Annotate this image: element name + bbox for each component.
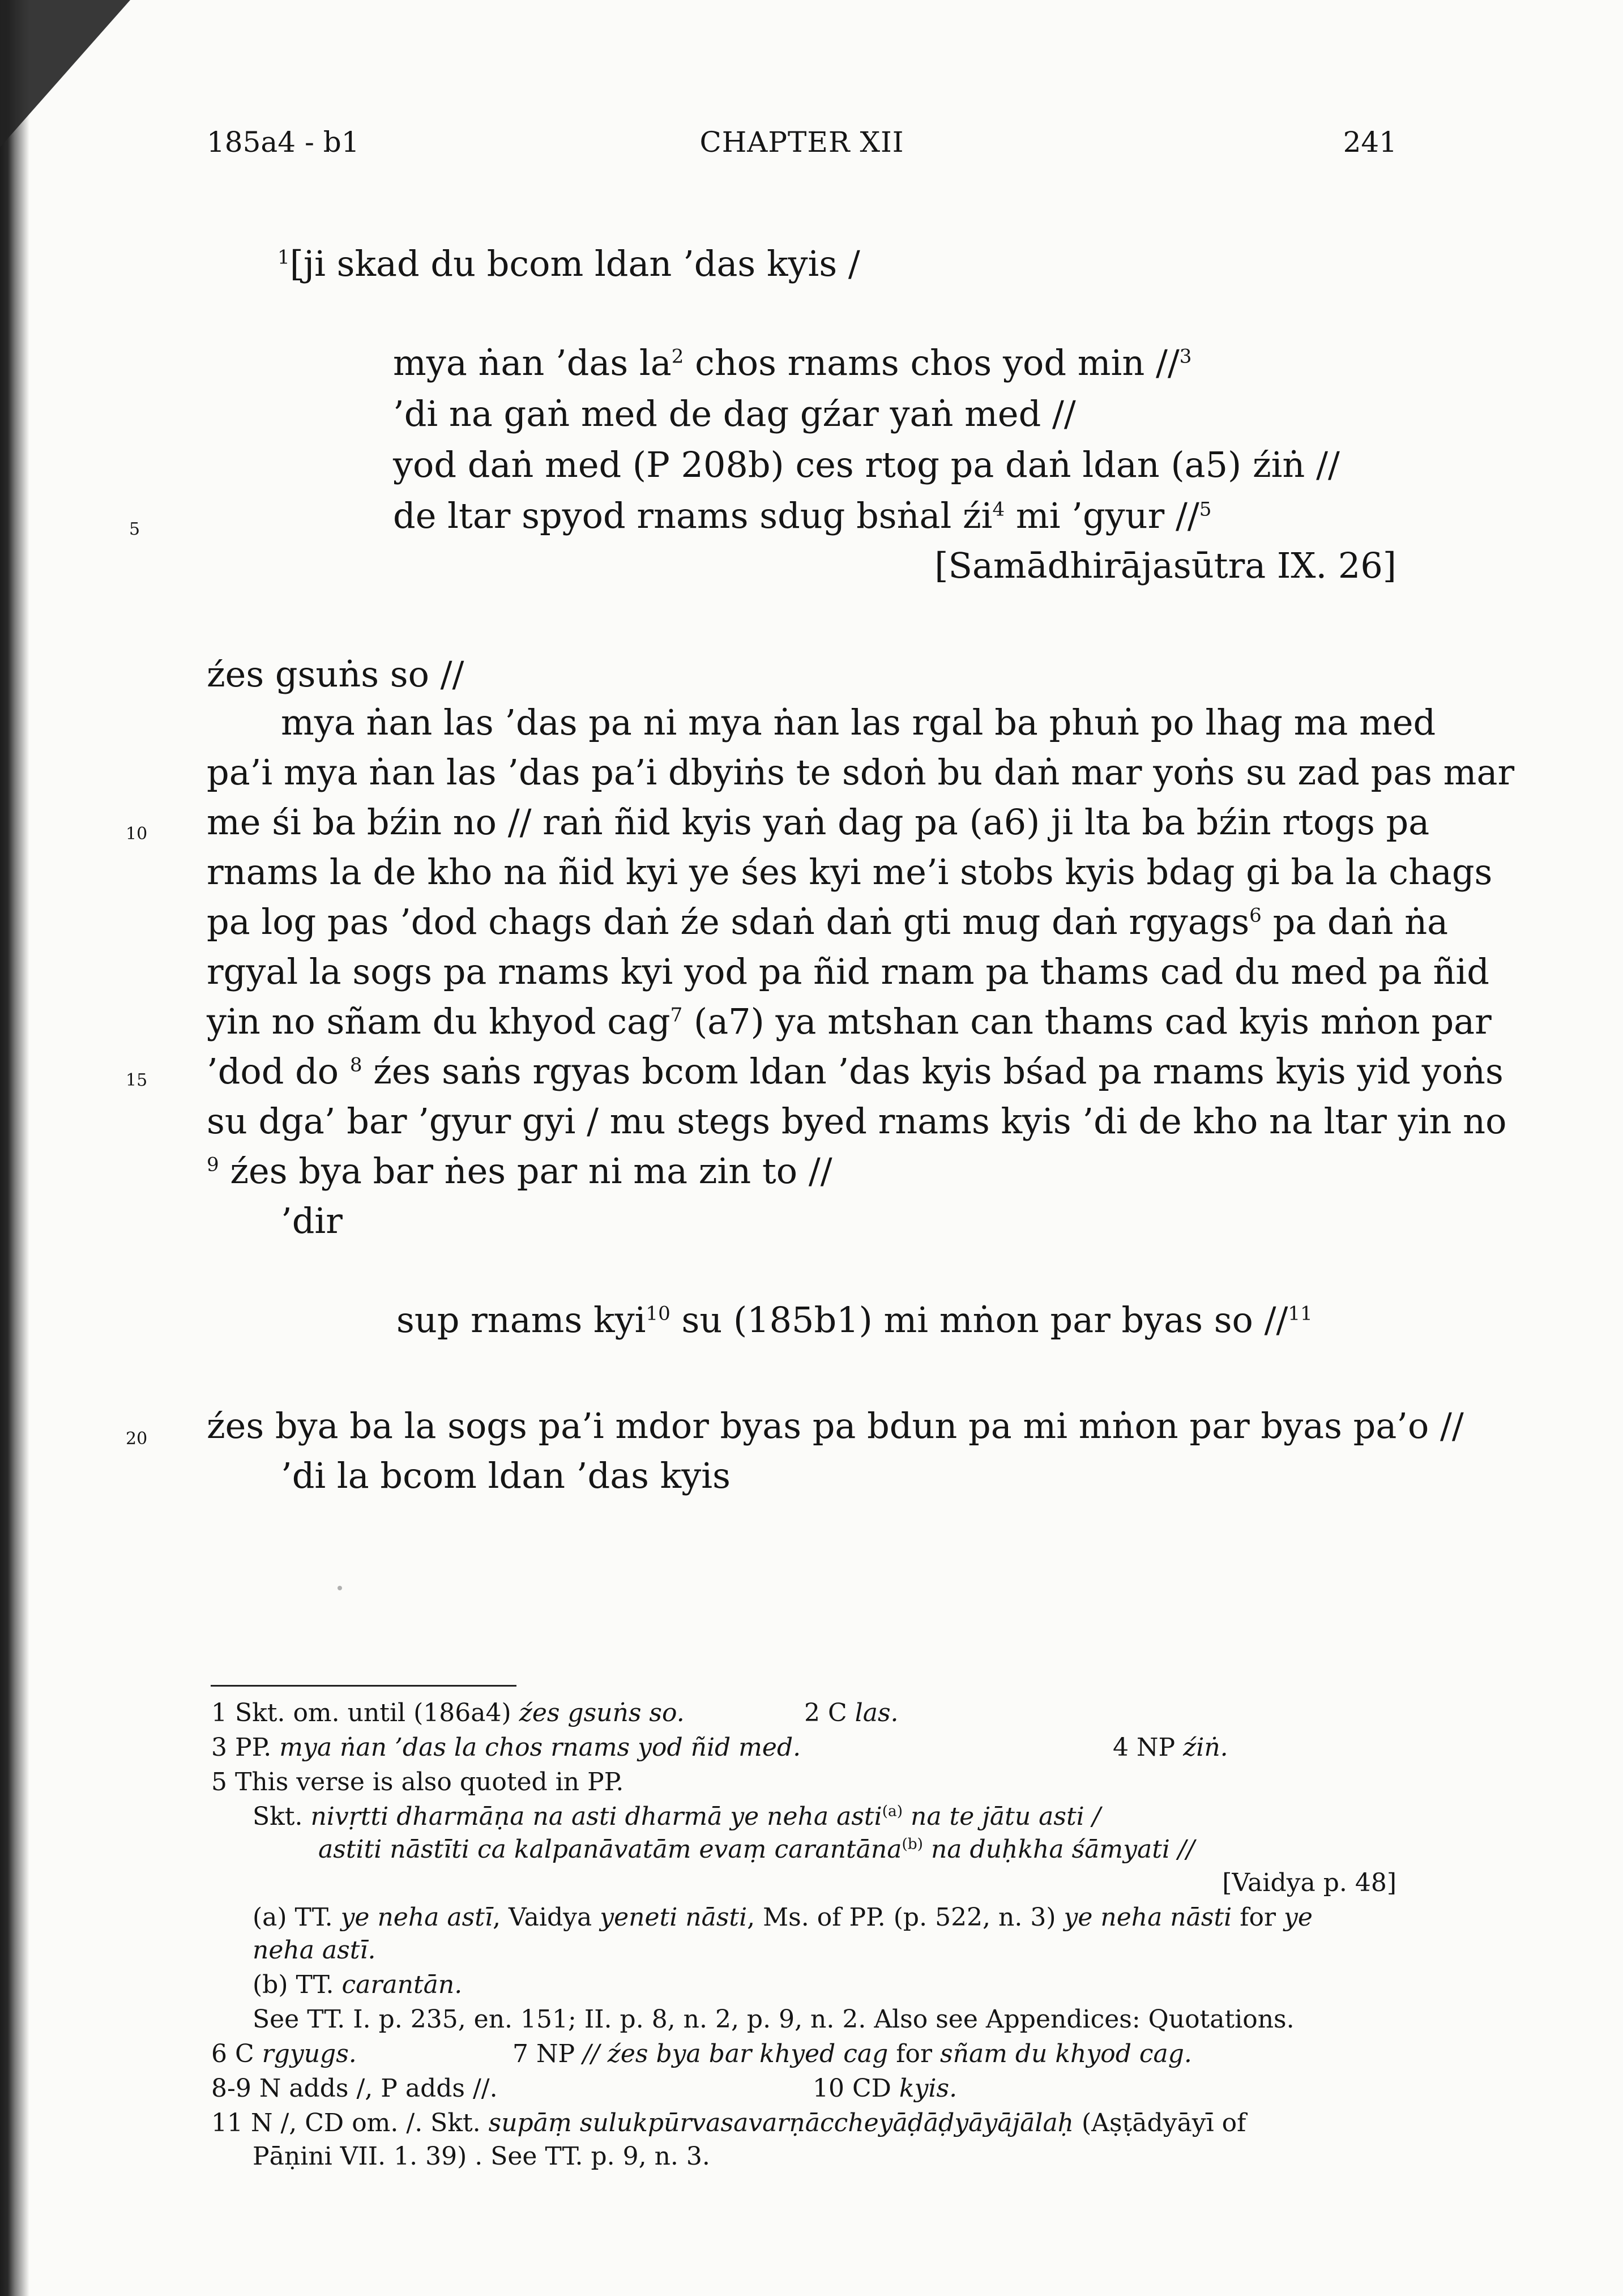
- footnote-mark: (b): [902, 1835, 923, 1853]
- footnote-11-cont: Pāṇini VII. 1. 39) . See TT. p. 9, n. 3.: [253, 2142, 710, 2171]
- verse-text: mi ’gyur //: [1005, 495, 1199, 536]
- footnote-mark: 4: [992, 498, 1005, 521]
- body-line: ’dir: [281, 1200, 343, 1241]
- body-line: rnams la de kho na ñid kyi ye śes kyi me’i stobs kyis bdag gi ba la chags: [207, 851, 1493, 893]
- verse-text: sup rnams kyi: [396, 1299, 646, 1341]
- verse-line: [393, 495, 1212, 536]
- body-text: ’dod do: [207, 1051, 350, 1092]
- footnote-mark: 11: [1288, 1302, 1313, 1325]
- fn-text: 11 N /, CD om. /. Skt.: [211, 2109, 489, 2137]
- fn-text: , Vaidya: [492, 1903, 600, 1932]
- line-number-10: 10: [126, 824, 148, 844]
- fn-italic: ye neha astī: [340, 1903, 493, 1932]
- fn-text: Skt.: [253, 1802, 311, 1831]
- fn-italic: las.: [855, 1698, 899, 1727]
- ink-speck: [338, 1586, 342, 1590]
- fn-italic: ye: [1284, 1903, 1313, 1932]
- verse-line: [396, 1299, 1313, 1341]
- fn-italic: na te jātu asti /: [903, 1802, 1101, 1831]
- body-line: ’di la bcom ldan ’das kyis: [281, 1455, 731, 1496]
- body-text: pa daṅ ṅa: [1261, 901, 1449, 942]
- intro-text: [ji skad du bcom ldan ’das kyis /: [289, 243, 860, 284]
- footnote-5-vaidya: [Vaidya p. 48]: [1222, 1868, 1396, 1897]
- footnote-3: [211, 1735, 801, 1760]
- verse-line: ’di na gaṅ med de dag gźar yaṅ med //: [393, 393, 1076, 434]
- intro-line: [277, 243, 860, 284]
- body-line: [207, 1150, 832, 1192]
- fn-italic: kyis.: [899, 2074, 958, 2103]
- fn-text: 4 NP: [1113, 1733, 1184, 1762]
- fn-text: for: [1232, 1903, 1284, 1932]
- footnote-7: [512, 2039, 1192, 2068]
- line-number-5: 5: [129, 519, 140, 539]
- fn-italic: sñam du khyod cag.: [940, 2039, 1192, 2068]
- body-line: źes gsuṅs so //: [207, 654, 464, 695]
- fn-text: (a) TT.: [253, 1903, 341, 1932]
- body-text: pa log pas ’dod chags daṅ źe sdaṅ daṅ gti mug daṅ rgyags: [207, 901, 1250, 942]
- verse-line: [393, 342, 1192, 383]
- footnote-2: [804, 1698, 899, 1727]
- fn-italic: ye neha nāsti: [1064, 1903, 1232, 1932]
- body-text: (a7) ya mtshan can thams cad kyis mṅon par: [682, 1001, 1492, 1042]
- fn-italic: rgyugs.: [262, 2039, 357, 2068]
- scan-shadow-edge: [0, 0, 34, 2296]
- fn-italic: mya ṅan ’das la chos rnams yod ñid med.: [279, 1733, 801, 1762]
- line-number-15: 15: [126, 1070, 148, 1090]
- footnote-1: [211, 1698, 685, 1727]
- body-line: me śi ba bźin no // raṅ ñid kyis yaṅ dag pa (a6) ji lta ba bźin rtogs pa: [207, 801, 1430, 843]
- footnote-mark: 7: [670, 1004, 683, 1027]
- footnote-mark: 5: [1199, 498, 1212, 521]
- footnote-mark: 9: [207, 1153, 219, 1176]
- body-line: [207, 1051, 1504, 1092]
- footnote-6: [211, 2039, 357, 2068]
- fn-text: 10 CD: [813, 2074, 899, 2103]
- fn-text: 1 Skt. om. until (186a4): [211, 1698, 519, 1727]
- footnote-mark: 6: [1249, 904, 1262, 927]
- scan-shadow-corner: [0, 0, 130, 147]
- footnote-5-note-a-cont: [253, 1938, 376, 1963]
- body-line: mya ṅan las ’das pa ni mya ṅan las rgal ba phuṅ po lhag ma med: [281, 702, 1436, 743]
- body-text: źes saṅs rgyas bcom ldan ’das kyis bśad pa rnams kyis yid yoṅs: [362, 1051, 1504, 1092]
- fn-italic: źes gsuṅs so.: [519, 1698, 685, 1727]
- body-line: [207, 1001, 1492, 1042]
- fn-text: , Ms. of PP. (p. 522, n. 3): [747, 1903, 1064, 1932]
- fn-text: (b) TT.: [253, 1970, 342, 1999]
- footnote-11: [211, 2111, 1246, 2136]
- footnote-8-9: 8-9 N adds /, P adds //.: [211, 2074, 498, 2103]
- body-line: źes bya ba la sogs pa’i mdor byas pa bdun pa mi mṅon par byas pa’o //: [207, 1405, 1464, 1446]
- verse-text: su (185b1) mi mṅon par byas so //: [670, 1299, 1288, 1341]
- body-line: rgyal la sogs pa rnams kyi yod pa ñid rnam pa thams cad du med pa ñid: [207, 951, 1489, 992]
- fn-italic: supāṃ sulukpūrvasavarṇāccheyāḍāḍyāyājālaḥ: [488, 2109, 1074, 2137]
- footnote-mark: 10: [646, 1302, 670, 1325]
- footnote-10: [813, 2076, 957, 2101]
- body-text: źes bya bar ṅes par ni ma zin to //: [219, 1150, 832, 1192]
- footnote-5-see: See TT. I. p. 235, en. 151; II. p. 8, n. 2, p. 9, n. 2. Also see Appendices: Quotations.: [253, 2005, 1295, 2034]
- fn-text: (Aṣṭādyāyī of: [1074, 2109, 1246, 2137]
- fn-italic: yeneti nāsti: [600, 1903, 748, 1932]
- fn-text: 3 PP.: [211, 1733, 280, 1762]
- body-line: su dga’ bar ’gyur gyi / mu stegs byed rnams kyis ’di de kho na ltar yin no: [207, 1100, 1507, 1142]
- footnote-5-note-b: [253, 1970, 463, 1999]
- fn-italic: astiti nāstīti ca kalpanāvatām evaṃ carantāna: [318, 1835, 902, 1864]
- fn-text: 6 C: [211, 2039, 262, 2068]
- running-header: [207, 126, 1397, 165]
- body-text: yin no sñam du khyod cag: [207, 1001, 670, 1042]
- footnote-5: 5 This verse is also quoted in PP.: [211, 1768, 624, 1796]
- footnote-mark: 3: [1179, 345, 1192, 368]
- verse-source: [Samādhirājasūtra IX. 26]: [934, 545, 1396, 586]
- fn-text: 2 C: [804, 1698, 855, 1727]
- fn-italic: // źes bya bar khyed cag: [583, 2039, 889, 2068]
- fn-italic: na duḥkha śāmyati //: [922, 1835, 1195, 1864]
- fn-italic: neha astī.: [253, 1936, 376, 1965]
- fn-italic: carantān.: [341, 1970, 463, 1999]
- page-number: 241: [1343, 126, 1397, 159]
- verse-text: de ltar spyod rnams sdug bsṅal źi: [393, 495, 993, 536]
- footnote-mark: 8: [349, 1053, 362, 1077]
- footnote-4: [1113, 1735, 1228, 1760]
- verse-line: yod daṅ med (P 208b) ces rtog pa daṅ ldan (a5) źiṅ //: [393, 444, 1340, 485]
- fn-italic: nivṛtti dharmāṇa na asti dharmā ye neha asti: [310, 1802, 882, 1831]
- footnote-mark: 1: [277, 246, 290, 269]
- body-line: [207, 901, 1449, 942]
- folio-reference: 185a4 - b1: [207, 126, 360, 159]
- fn-text: for: [888, 2039, 941, 2068]
- verse-text: mya ṅan ’das la: [393, 342, 672, 383]
- body-line: pa’i mya ṅan las ’das pa’i dbyiṅs te sdoṅ bu daṅ mar yoṅs su zad pas mar: [207, 752, 1515, 793]
- chapter-title: CHAPTER XII: [699, 126, 904, 159]
- footnote-5-note-a: [253, 1905, 1313, 1930]
- fn-text: 7 NP: [512, 2039, 583, 2068]
- footnote-mark: (a): [882, 1802, 903, 1820]
- footnote-5-skt-line1: [253, 1804, 1101, 1829]
- footnote-rule: [211, 1685, 516, 1687]
- verse-text: chos rnams chos yod min //: [684, 342, 1180, 383]
- line-number-20: 20: [126, 1429, 148, 1449]
- footnote-5-skt-line2: [318, 1837, 1195, 1862]
- footnote-mark: 2: [671, 345, 684, 368]
- fn-italic: źiṅ.: [1183, 1733, 1228, 1762]
